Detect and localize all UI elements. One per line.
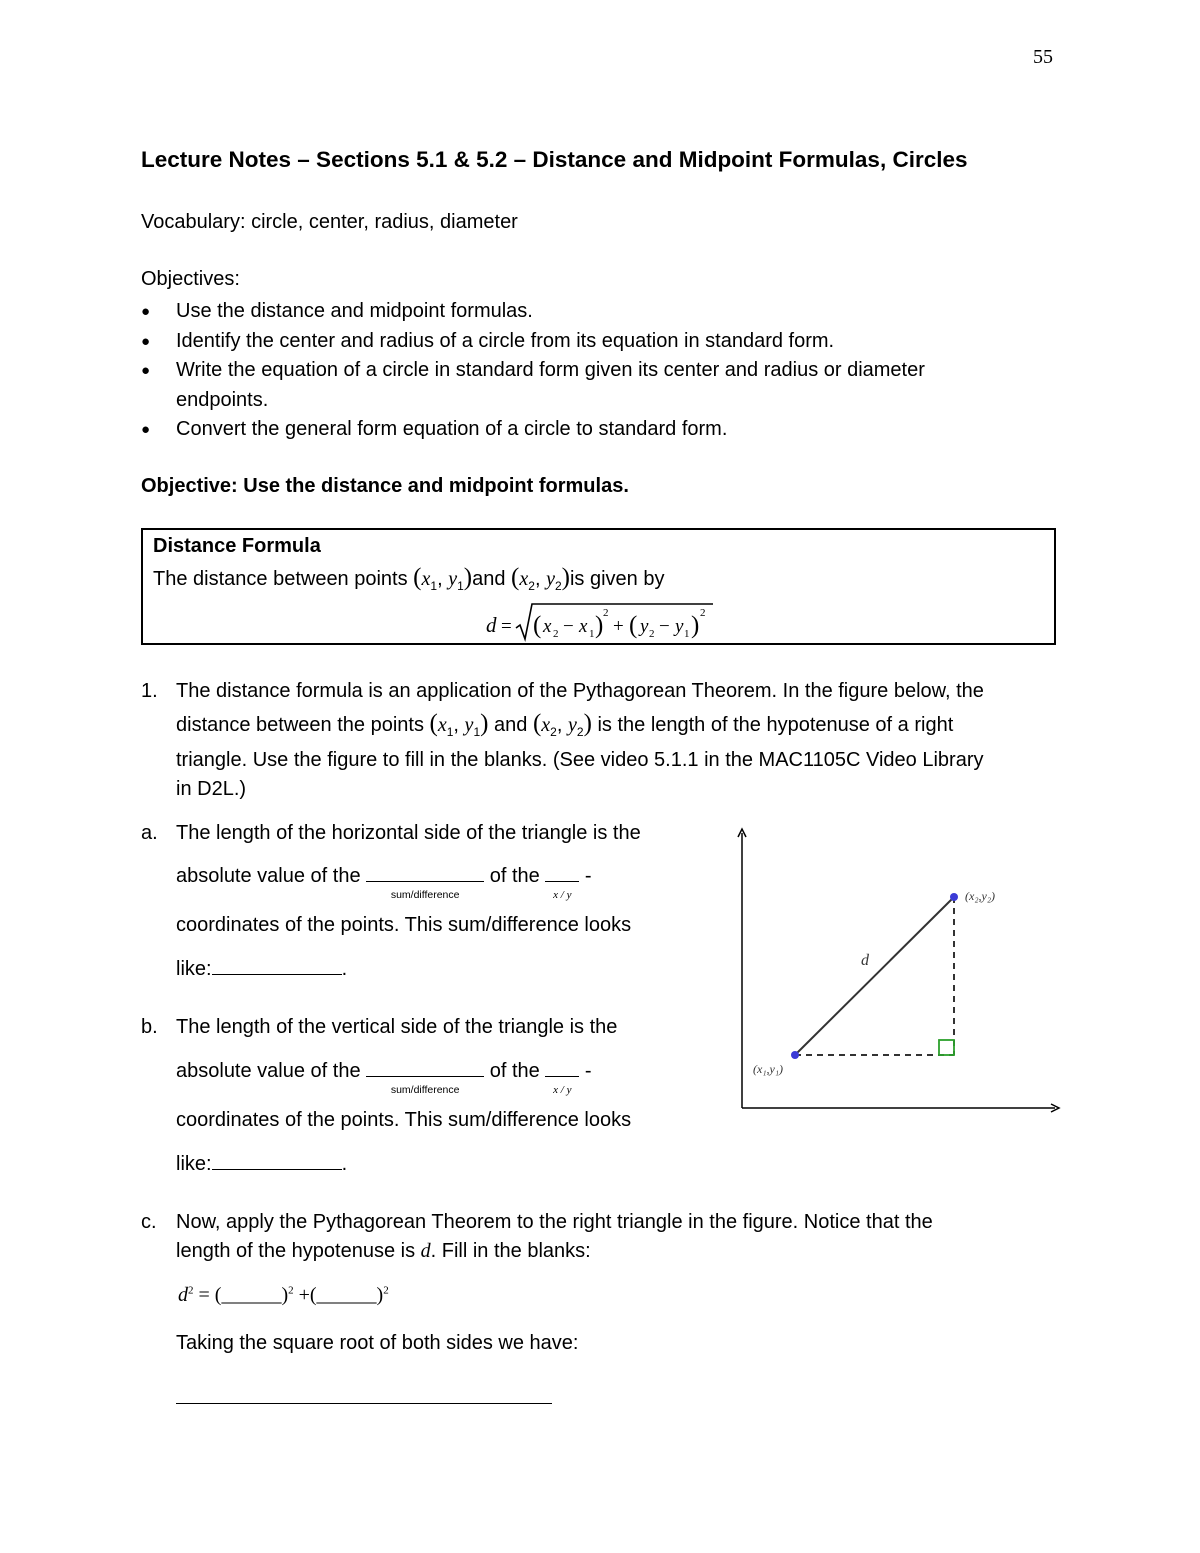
formula-d: d <box>486 613 497 637</box>
equation-blank-2[interactable]: (______) <box>309 1284 384 1306</box>
svg-text:+: + <box>613 616 624 637</box>
problem-1-line-2: distance between the points ($x_1$, $y_1$) and ($x_2$, $y_2$) is the length of the hypotenuse of a right <box>176 710 954 739</box>
point-1 <box>791 1051 799 1059</box>
part-a-expression-blank[interactable] <box>212 958 342 975</box>
objective-item: ● Convert the general form equation of a circle to standard form. <box>141 415 1041 445</box>
box-title: Distance Formula <box>153 535 321 557</box>
svg-text:2: 2 <box>649 628 655 640</box>
vocabulary-line: Vocabulary: circle, center, radius, diameter <box>141 211 518 233</box>
right-triangle-figure <box>735 825 1065 1120</box>
svg-text:2: 2 <box>553 628 559 640</box>
svg-text:x: x <box>579 616 588 637</box>
part-a-line-3: coordinates of the points. This sum/difference looks <box>176 914 632 936</box>
right-angle-marker <box>939 1040 954 1055</box>
box-text-post: is given by <box>569 568 665 590</box>
part-a-line-4: like: . <box>176 958 348 980</box>
hypotenuse-line <box>795 897 954 1055</box>
svg-text:): ) <box>595 612 604 639</box>
page-number: 55 <box>1033 46 1053 68</box>
part-b-expression-blank[interactable] <box>212 1153 342 1170</box>
problem-1-line-4: in D2L.) <box>176 778 247 800</box>
part-a-xy-blank[interactable] <box>545 865 579 901</box>
part-b-label: b. <box>141 1016 158 1038</box>
part-b-line-1: The length of the vertical side of the triangle is the <box>176 1016 618 1038</box>
svg-text:2: 2 <box>603 607 609 619</box>
xy-hint: x / y <box>553 1084 572 1096</box>
objective-item: ● Identify the center and radius of a circle from its equation in standard form. <box>141 327 1041 357</box>
objectives-heading: Objectives: <box>141 268 240 290</box>
svg-text:1: 1 <box>589 628 595 640</box>
svg-text:1: 1 <box>684 628 690 640</box>
objective-item: ● Write the equation of a circle in standard form given its center and radius or diameter endpoints. <box>141 356 1006 415</box>
final-answer-blank[interactable] <box>176 1403 552 1404</box>
part-b-line-3: coordinates of the points. This sum/difference looks <box>176 1109 632 1131</box>
sum-difference-hint: sum/difference <box>390 1084 460 1096</box>
part-b-line-2: absolute value of the sum/difference of the x / y - <box>176 1060 592 1096</box>
problem-1-line-1: The distance formula is an application of the Pythagorean Theorem. In the figure below, the <box>176 680 984 702</box>
box-text-and: and <box>472 568 506 590</box>
box-text-pre: The distance between points <box>153 568 408 590</box>
page-title: Lecture Notes – Sections 5.1 & 5.2 – Distance and Midpoint Formulas, Circles <box>141 147 968 172</box>
equation-blank-1[interactable]: (______) <box>214 1284 289 1306</box>
part-b-line-4: like: . <box>176 1153 348 1175</box>
part-c-label: c. <box>141 1211 157 1233</box>
svg-text:y: y <box>675 616 684 637</box>
point-1-label: (x₁,y₁) <box>753 1062 783 1076</box>
svg-text:−: − <box>659 616 670 637</box>
hypotenuse-label: d <box>861 952 869 969</box>
svg-text:): ) <box>691 612 700 639</box>
point-2 <box>950 893 958 901</box>
svg-text:(: ( <box>533 612 542 639</box>
distance-formula-equation <box>483 598 723 644</box>
problem-1-number: 1. <box>141 680 158 702</box>
part-a-sum-difference-blank[interactable] <box>366 865 484 901</box>
part-c-equation: $d^2$ = (______)$^2$ +(______)$^2$ <box>178 1284 389 1306</box>
part-c-line-3: Taking the square root of both sides we have: <box>176 1332 579 1354</box>
svg-text:(: ( <box>629 612 638 639</box>
svg-text:2: 2 <box>700 607 706 619</box>
part-c-line-1: Now, apply the Pythagorean Theorem to the right triangle in the figure. Notice that the <box>176 1211 933 1233</box>
box-statement: The distance between points ($x_1$, $y_1)and$ ($x_2$, $y_2)is$ given by <box>153 564 665 593</box>
formula-equals: = <box>501 616 512 637</box>
point-2-label: (x₂,y₂) <box>965 889 995 903</box>
xy-hint: x / y <box>553 889 572 901</box>
part-b-xy-blank[interactable] <box>545 1060 579 1096</box>
part-c-line-2: length of the hypotenuse is d. Fill in the blanks: <box>176 1240 591 1262</box>
svg-text:−: − <box>563 616 574 637</box>
objective-item: ● Use the distance and midpoint formulas. <box>141 297 1041 327</box>
distance-formula-box <box>141 528 1056 645</box>
svg-text:y: y <box>640 616 649 637</box>
part-b-sum-difference-blank[interactable] <box>366 1060 484 1096</box>
part-a-line-2: absolute value of the sum/difference of the x / y - <box>176 865 592 901</box>
objective-heading: Objective: Use the distance and midpoint formulas. <box>141 475 629 497</box>
part-a-line-1: The length of the horizontal side of the triangle is the <box>176 822 641 844</box>
part-a-label: a. <box>141 822 158 844</box>
sum-difference-hint: sum/difference <box>390 889 460 901</box>
svg-text:x: x <box>543 616 552 637</box>
problem-1-line-3: triangle. Use the figure to fill in the blanks. (See video 5.1.1 in the MAC1105C Video Library <box>176 749 984 771</box>
objectives-list <box>141 297 1041 445</box>
